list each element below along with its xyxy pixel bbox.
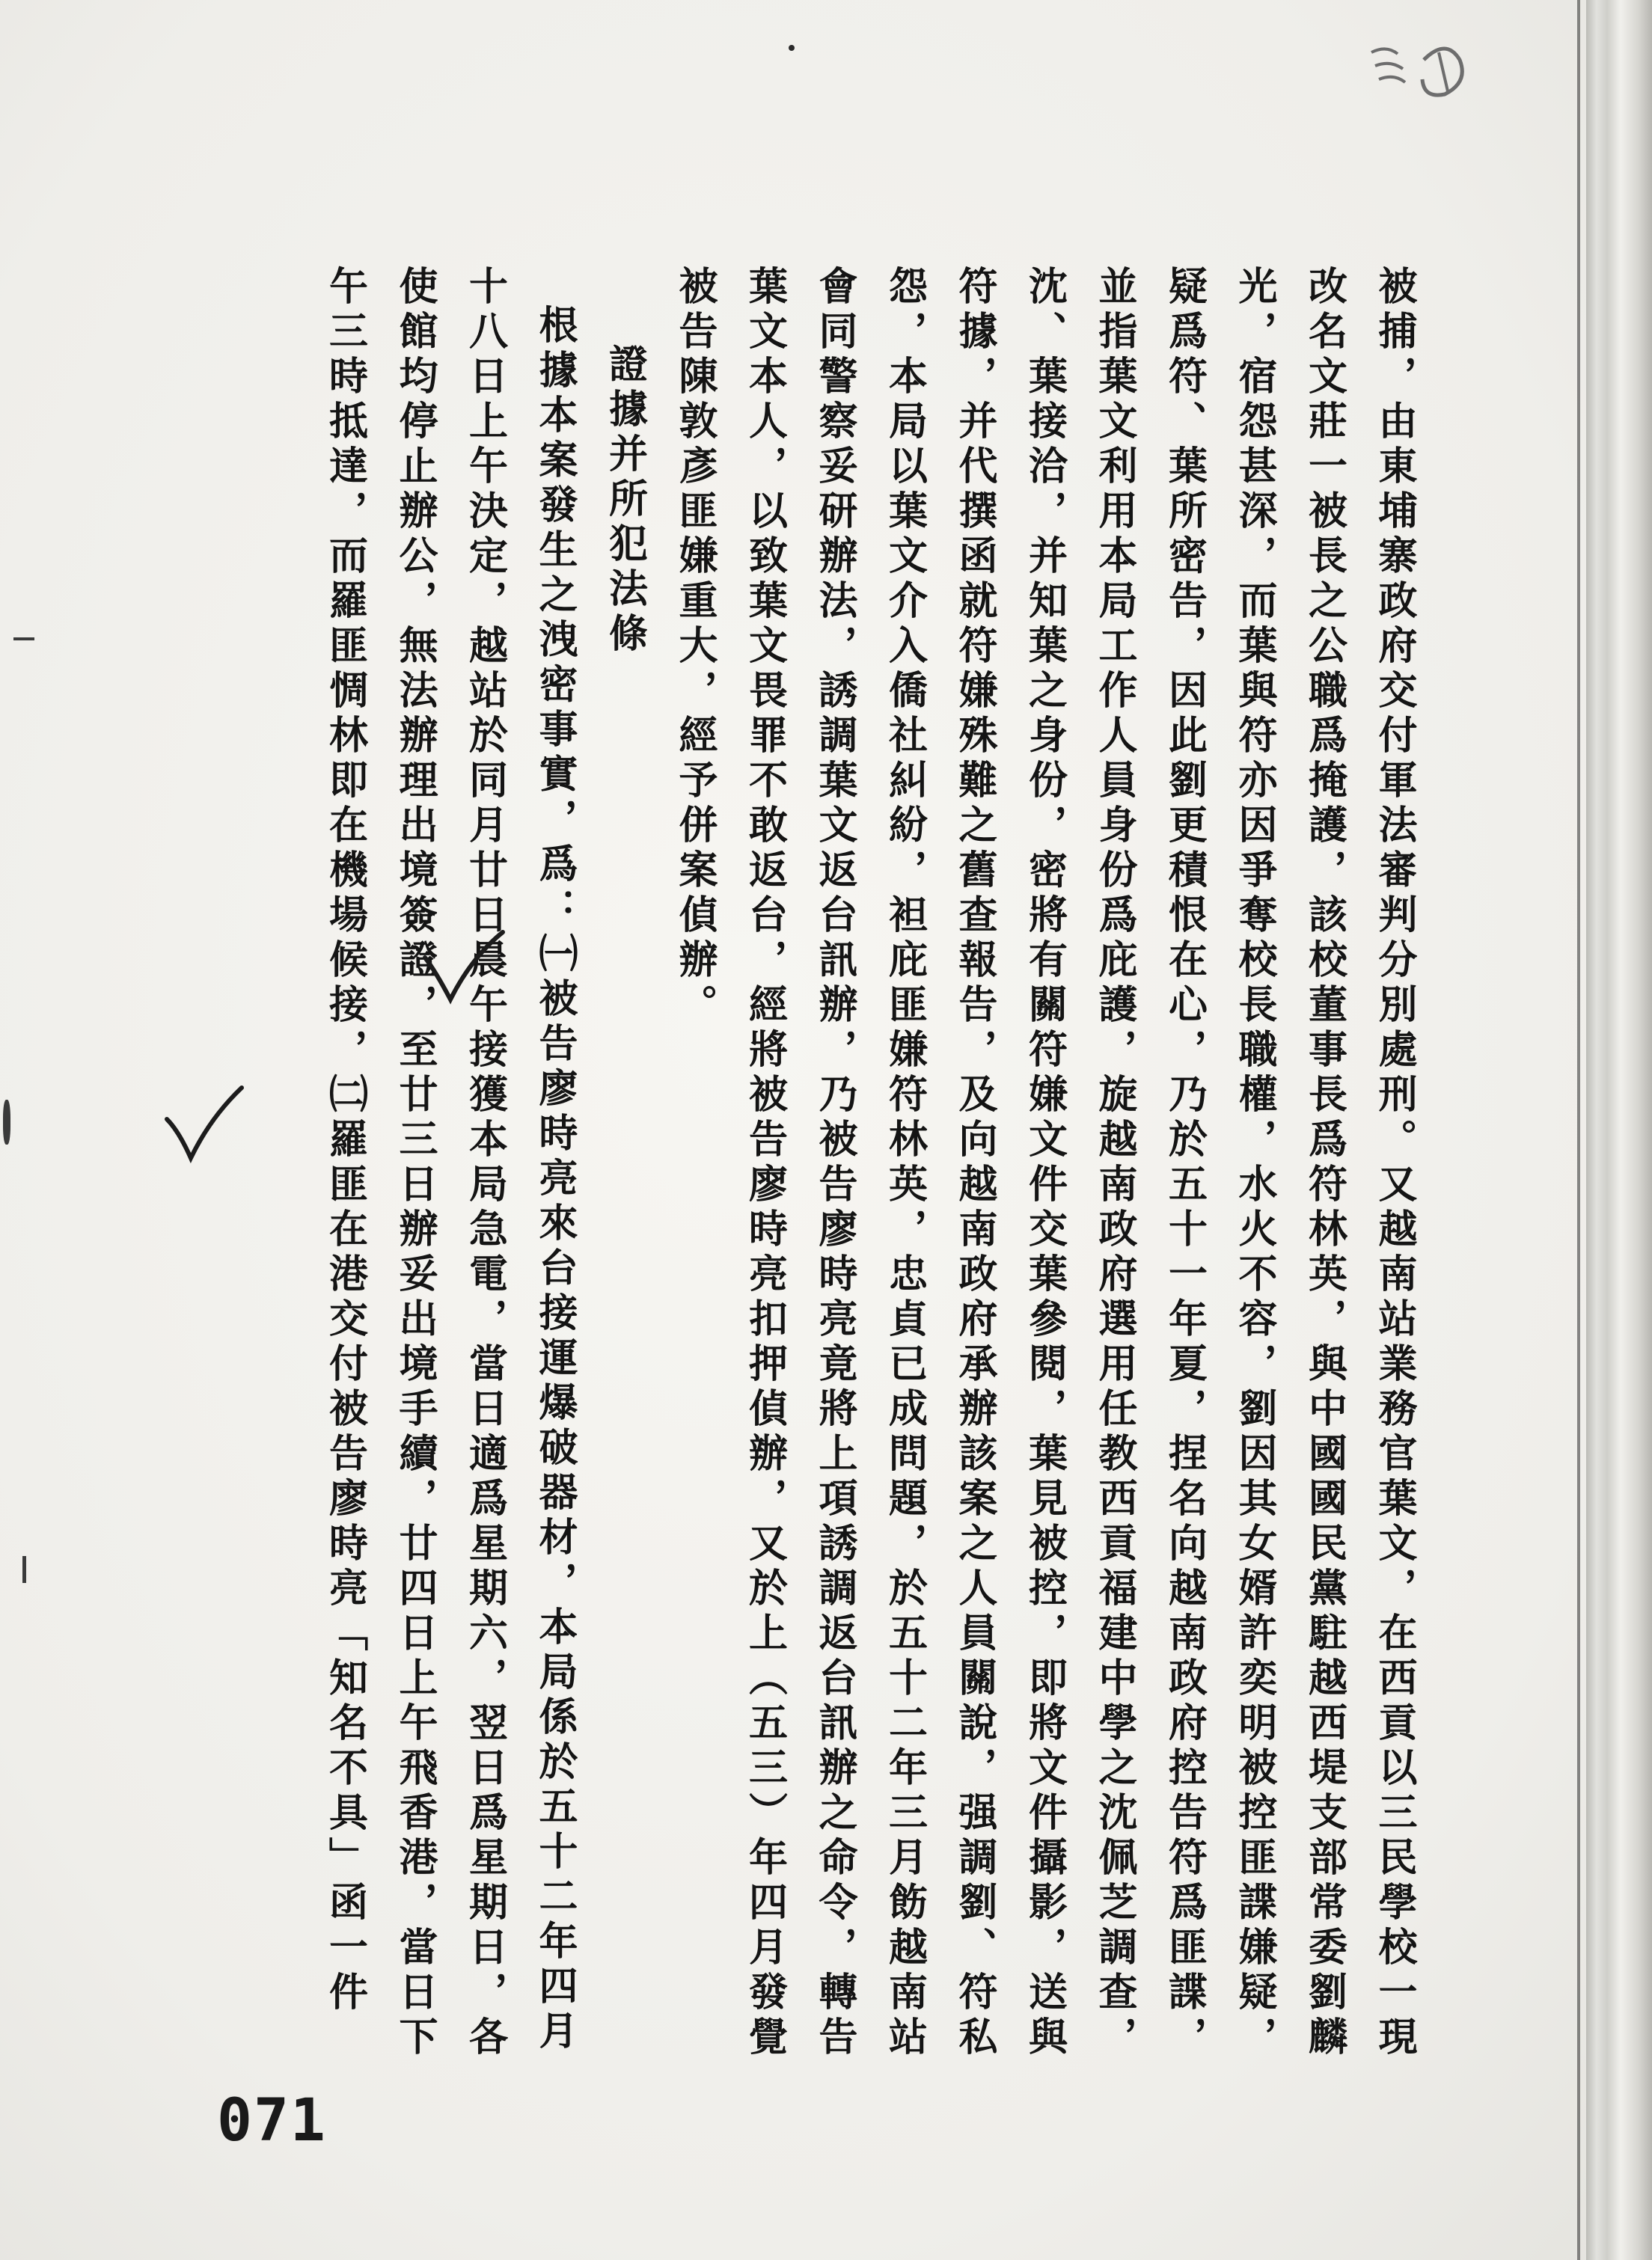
margin-mark (3, 1100, 10, 1145)
check-mark-icon (161, 1085, 251, 1167)
page-number: 071 (217, 2087, 327, 2155)
page-stack-edge (1586, 0, 1652, 2260)
margin-mark (22, 1556, 26, 1583)
check-mark-icon (419, 928, 509, 1010)
paragraph-evidence: 根據本案發生之洩密事實，爲：㈠被告廖時亮來台接運爆破器材，本局係於五十二年四月十八日上午決定，越站於同月廿日晨午接獲本局急電，當日適爲星期六，翌日爲星期日，各使館均停止辦公，無法辦理出境簽證，至廿三日辦妥出境手續，廿四日上午飛香港，當日下午三時抵達，而羅匪惆林即在機場候接，㈡羅匪在港交付被告廖時亮「知名不具」函一件 (322, 266, 578, 2061)
binding-line (1577, 0, 1580, 2260)
handwritten-scribble-icon (1364, 30, 1476, 112)
paragraph-main: 被捕，由東埔寨政府交付軍法審判分別處刑。又越南站業務官葉文，在西貢以三民學校一現改名文莊一被長之公職爲掩護，該校董事長爲符林英，與中國國民黨駐越西堤支部常委劉麟光，宿怨甚深，而葉與符亦因爭奪校長職權，水火不容，劉因其女婿許奕明被控匪諜嫌疑，疑爲符、葉所密告，因此劉更積恨在心，乃於五十一年夏，捏名向越南政府控告符爲匪諜，並指葉文利用本局工作人員身份爲庇護，旋越南政府選用任教西貢福建中學之沈佩芝調查，沈、葉接洽，并知葉之身份，密將有關符嫌文件交葉參閱，葉見被控，即將文件攝影，送與符據，并代撰函就符嫌殊難之舊查報告，及向越南政府承辦該案之人員關說，强調劉、符私怨，本局以葉文介入僑社糾紛，袒庇匪嫌符林英，忠貞已成問題，於五十二年三月飭越南站會同警察妥研辦法，誘調葉文返台訊辦，乃被告廖時亮竟將上項誘調返台訊辦之命令，轉告葉文本人，以致葉文畏罪不敢返台，經將被告廖時亮扣押偵辦，又於上（五三）年四月發覺被告陳敦彥匪嫌重大，經予併案偵辦。 (672, 266, 1417, 2061)
ink-spot (789, 45, 795, 51)
document-body (150, 266, 1429, 2083)
section-heading-evidence: 證據并所犯法條 (602, 343, 648, 658)
margin-mark (13, 637, 34, 640)
